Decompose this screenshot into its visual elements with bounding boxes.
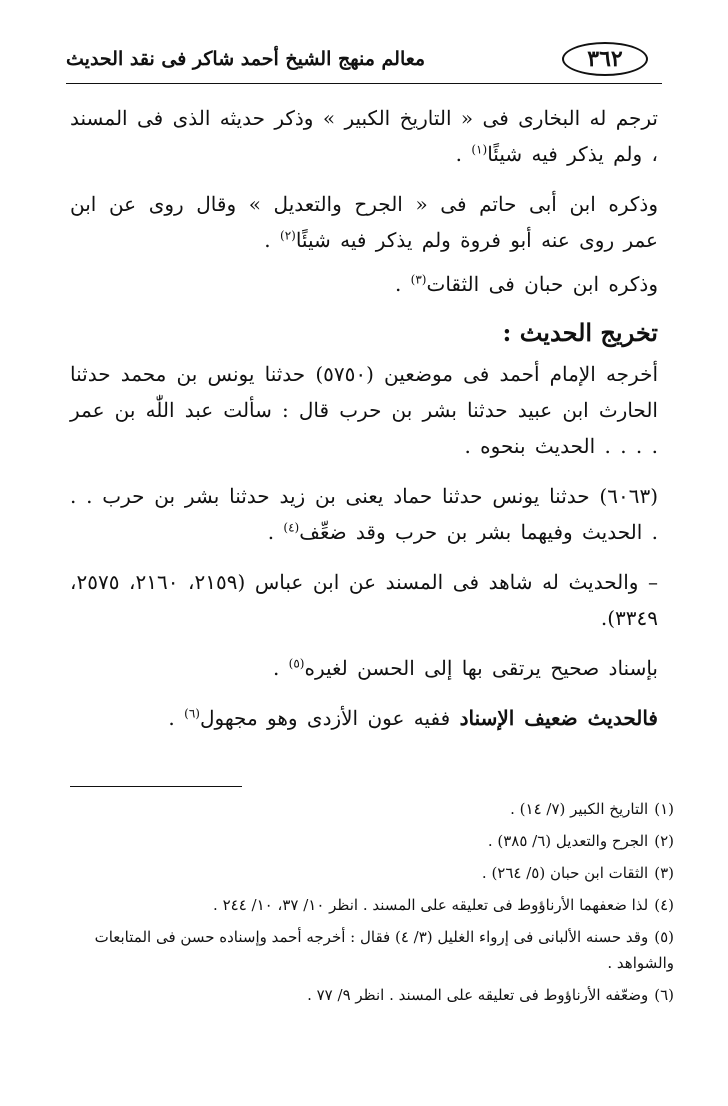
header-rule bbox=[66, 83, 662, 84]
book-title: معالم منهج الشيخ أحمد شاكر فى نقد الحديث bbox=[66, 48, 426, 70]
paragraph-end: . bbox=[264, 228, 280, 252]
footnote-ref[interactable]: (٢) bbox=[280, 228, 296, 243]
footnote-number: (٥) bbox=[654, 928, 674, 946]
footnotes bbox=[70, 796, 674, 1014]
paragraph-end: . bbox=[394, 272, 411, 296]
footnote-text: الجرح والتعديل (٦/ ٣٨٥) . bbox=[487, 832, 649, 850]
footnote-ref[interactable]: (٣) bbox=[410, 272, 427, 287]
paragraph-text: بإسناد صحيح يرتقى بها إلى الحسن لغيره bbox=[304, 656, 658, 680]
paragraph-takhrij: أخرجه الإمام أحمد فى موضعين (٥٧٥٠) حدثنا يونس بن محمد حدثنا الحارث ابن عبيد حدثنا بشر بن حرب قال : سألت عبد اللّٰه بن عمر . . . . الحديث بنحوه . bbox=[70, 362, 658, 458]
footnote-ref[interactable]: (١) bbox=[471, 142, 488, 157]
paragraph-end: . bbox=[168, 706, 185, 730]
paragraph-second-route bbox=[70, 478, 658, 550]
paragraph-verdict bbox=[70, 700, 658, 736]
paragraph-text: (٦٠٦٣) حدثنا يونس حدثنا حماد يعنى بن زيد حدثنا بشر بن حرب . . . الحديث وفيهما بشر بن حرب وقد ضعِّف bbox=[70, 484, 658, 544]
section-heading: تخريج الحديث : bbox=[502, 318, 658, 347]
footnote-number: (١) bbox=[654, 800, 674, 818]
footnote-text: وقد حسنه الألبانى فى إرواء الغليل (٣/ ٤) فقال : أخرجه أحمد وإسناده حسن فى المتابعات والشواهد . bbox=[94, 928, 674, 972]
paragraph-isnad bbox=[70, 650, 658, 686]
paragraph-shahid: – والحديث له شاهد فى المسند عن ابن عباس (٢١٥٩، ٢١٦٠، ٢٥٧٥، ٣٣٤٩). bbox=[70, 570, 658, 630]
running-header bbox=[66, 38, 662, 90]
footnote-number: (٣) bbox=[654, 864, 674, 882]
paragraph-text: ففيه عون الأزدى وهو مجهول bbox=[199, 706, 460, 730]
footnote-number: (٦) bbox=[654, 986, 674, 1004]
footnote-text: التاريخ الكبير (٧/ ١٤) . bbox=[510, 800, 649, 818]
paragraph-ibn-hibban bbox=[70, 266, 658, 302]
footnote-separator bbox=[70, 786, 242, 787]
paragraph-text: وذكره ابن أبى حاتم فى « الجرح والتعديل » وقال روى عن ابن عمر روى عنه أبو فروة ولم يذكر فيه شيئًا bbox=[70, 192, 658, 252]
footnote-text: الثقات ابن حبان (٥/ ٢٦٤) . bbox=[481, 864, 649, 882]
footnote-item bbox=[70, 828, 674, 854]
footnote-item bbox=[70, 860, 674, 886]
paragraph-text: ترجم له البخارى فى « التاريخ الكبير » وذكر حديثه الذى فى المسند ، ولم يذكر فيه شيئًا bbox=[70, 106, 658, 166]
paragraph-abi-hatim bbox=[70, 186, 658, 258]
footnote-item bbox=[70, 924, 674, 976]
paragraph-end: . bbox=[272, 656, 289, 680]
paragraph-end: . bbox=[267, 520, 284, 544]
footnote-text: لذا ضعفهما الأرناؤوط فى تعليقه على المسند . انظر ١٠/ ٣٧، ١٠/ ٢٤٤ . bbox=[213, 896, 649, 914]
footnote-number: (٤) bbox=[654, 896, 674, 914]
page-number: ٣٦٢ bbox=[562, 42, 648, 76]
footnote-text: وضعّفه الأرناؤوط فى تعليقه على المسند . انظر ٩/ ٧٧ . bbox=[307, 986, 649, 1004]
paragraph-bukhari bbox=[70, 100, 658, 172]
footnote-item bbox=[70, 796, 674, 822]
footnote-item bbox=[70, 982, 674, 1008]
footnote-ref[interactable]: (٤) bbox=[283, 520, 300, 535]
footnote-ref[interactable]: (٥) bbox=[288, 656, 305, 671]
paragraph-text: وذكره ابن حبان فى الثقات bbox=[426, 272, 658, 296]
footnote-item bbox=[70, 892, 674, 918]
verdict-bold: فالحديث ضعيف الإسناد bbox=[459, 706, 658, 730]
footnote-ref[interactable]: (٦) bbox=[184, 706, 200, 721]
footnote-number: (٢) bbox=[654, 832, 674, 850]
paragraph-end: . bbox=[455, 142, 472, 166]
main-text bbox=[70, 100, 658, 736]
